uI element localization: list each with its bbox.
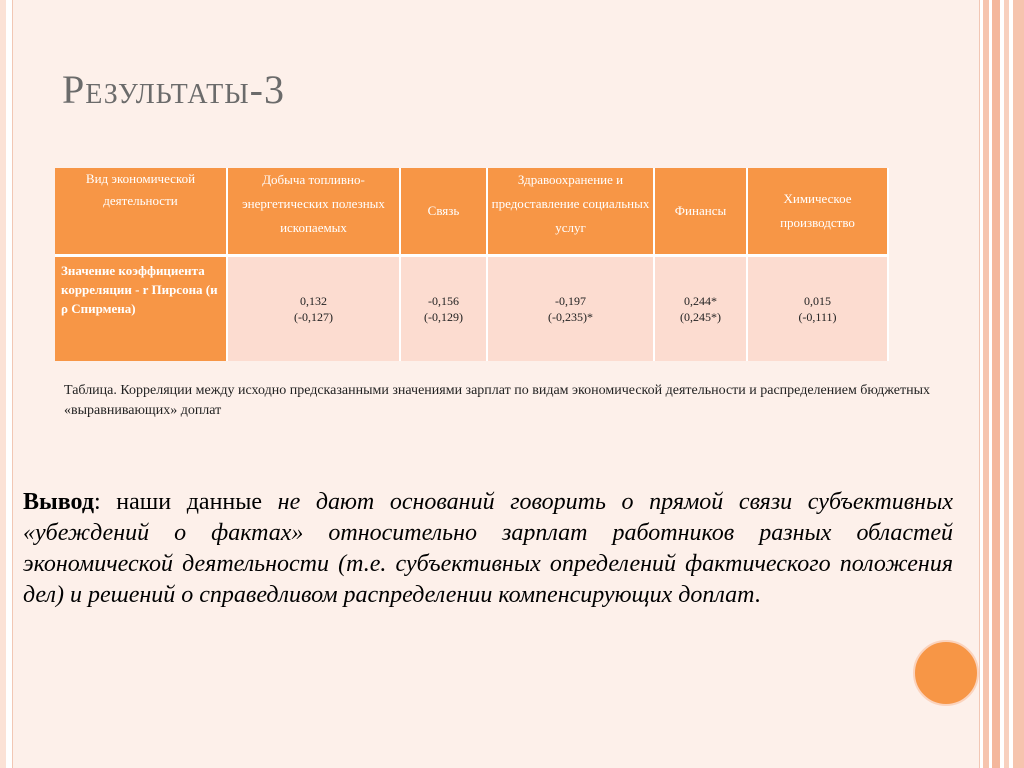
column-header: Здравоохранение и предоставление социальных услуг [487, 168, 654, 256]
conclusion-intro: : наши данные [94, 489, 278, 515]
page-title: Результаты-3 [62, 67, 285, 112]
table-cell [227, 256, 400, 362]
column-header: Добыча топливно-энергетических полезных ископаемых [227, 168, 400, 256]
table-header-row [55, 168, 888, 256]
table-caption: Таблица. Корреляции между исходно предсказанными значениями зарплат по видам экономической деятельности и распределением бюджетных «выравнивающих» доплат [64, 383, 931, 418]
decorative-circle [913, 640, 979, 706]
conclusion-label: Вывод [23, 489, 94, 515]
spearman-value: (-0,129) [424, 310, 463, 324]
decorative-stripe [0, 0, 6, 768]
pearson-value: 0,132 [300, 294, 327, 308]
pearson-value: -0,156 [428, 294, 459, 308]
correlation-table [55, 168, 889, 361]
column-header: Вид экономической деятельности [55, 168, 227, 256]
pearson-value: 0,015 [804, 294, 831, 308]
spearman-value: (-0,111) [798, 310, 837, 324]
pearson-value: 0,244* [684, 294, 717, 308]
conclusion-end: . [754, 582, 761, 608]
decorative-stripe [983, 0, 989, 768]
pearson-value: -0,197 [555, 294, 586, 308]
table-cell [747, 256, 888, 362]
column-header: Химическое производство [747, 168, 888, 256]
decorative-stripe [1004, 0, 1009, 768]
column-header: Связь [400, 168, 487, 256]
column-header: Финансы [654, 168, 747, 256]
conclusion-italic: не дают оснований говорить о прямой связи субъективных «убеждений о фактах» относительно зарплат работников разных областей экономической деятельности (т.е. субъективных определений фактического положения дел) и решений о справедливом распределении компенсирующих доплат [23, 489, 953, 608]
row-header: Значение коэффициента корреляции - r Пирсона (и ρ Спирмена) [55, 256, 227, 362]
spearman-value: (-0,127) [294, 310, 333, 324]
conclusion-text [23, 487, 953, 611]
decorative-stripe [992, 0, 1000, 768]
table-cell [400, 256, 487, 362]
table-row [55, 256, 888, 362]
decorative-stripe [1013, 0, 1024, 768]
table-cell [654, 256, 747, 362]
table-cell [487, 256, 654, 362]
spearman-value: (-0,235)* [548, 310, 593, 324]
spearman-value: (0,245*) [680, 310, 721, 324]
